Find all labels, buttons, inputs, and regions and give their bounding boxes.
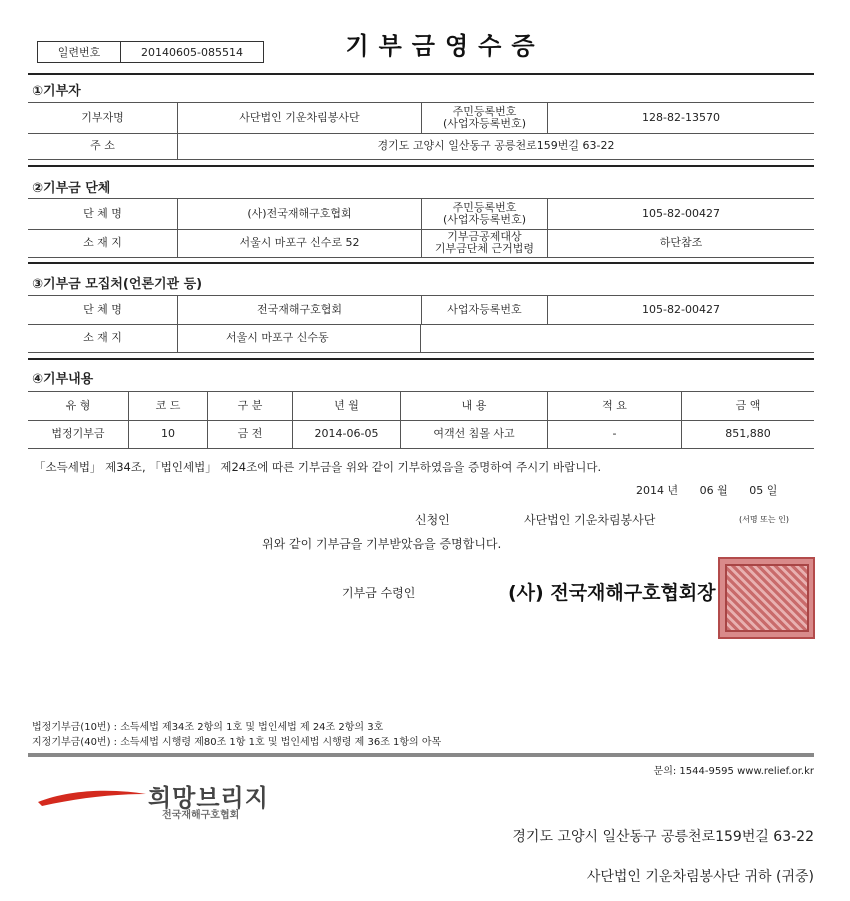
section-heading-collector: ③기부금 모집처(언론기관 등): [32, 277, 203, 292]
section-heading-organization: ②기부금 단체: [32, 181, 111, 196]
org-location-row: [28, 229, 814, 258]
donor-id-label-line2: (사업자등록번호): [443, 117, 526, 130]
org-id-label-line2: (사업자등록번호): [443, 213, 526, 226]
date-year: 2014: [636, 484, 664, 497]
divider: [28, 262, 814, 264]
collector-name-row: [28, 295, 814, 325]
header-type: 유 형: [28, 392, 129, 420]
org-id-value: 105-82-00427: [642, 207, 720, 220]
donor-address-value: 경기도 고양시 일산동구 공릉천로159번길 63-22: [377, 139, 615, 152]
org-location-label: 소 재 지: [28, 229, 178, 257]
cell-category: 금 전: [208, 420, 293, 448]
donor-id-label-line1: 주민등록번호: [452, 105, 517, 118]
header-amount: 금 액: [735, 399, 761, 412]
org-basis-label: [422, 229, 548, 257]
cell-type: 법정기부금: [28, 420, 129, 448]
logo-text: 희망브리지: [148, 784, 269, 812]
serial-number-box: [37, 41, 264, 63]
donor-address-row: [28, 133, 814, 160]
sign-note: (서명 또는 인): [739, 515, 789, 524]
date-month: 06: [699, 484, 714, 497]
collector-location-label: 소 재 지: [28, 324, 178, 352]
table-row: [28, 420, 814, 449]
org-id-label: [422, 199, 548, 229]
org-basis-label-line1: 기부금공제대상: [447, 230, 522, 243]
cell-content: 여객선 침몰 사고: [401, 420, 548, 448]
divider: [28, 753, 814, 757]
org-id-label-line1: 주민등록번호: [452, 201, 517, 214]
serial-value: 20140605-085514: [141, 45, 243, 59]
applicant-label: 신청인: [415, 513, 450, 527]
statement-text: 「소득세법」 제34조, 「법인세법」 제24조에 따른 기부금을 위와 같이 기부하였음을 증명하여 주시기 바랍니다.: [34, 460, 602, 474]
contact-info: 문의: 1544-9595 www.relief.or.kr: [653, 766, 814, 777]
collector-name-value: 전국재해구호협회: [178, 296, 422, 324]
confirmation-text: 위와 같이 기부금을 기부받았음을 증명합니다.: [262, 537, 502, 551]
document-title: 기부금영수증: [345, 32, 545, 60]
org-name-value: (사)전국재해구호협회: [178, 199, 422, 229]
contents-header-row: [28, 391, 814, 421]
collector-name-label: 단 체 명: [28, 296, 178, 324]
divider: [28, 165, 814, 167]
date-year-unit: 년: [667, 484, 679, 497]
cell-date: 2014-06-05: [293, 420, 401, 448]
donor-id-label: [422, 103, 548, 133]
org-location-value: 서울시 마포구 신수로 52: [178, 229, 422, 257]
org-basis-value: 하단참조: [659, 236, 703, 249]
footer-address: 경기도 고양시 일산동구 공릉천로159번길 63-22: [512, 829, 814, 845]
collector-location-value: 서울시 마포구 신수동: [178, 324, 421, 352]
divider: [28, 358, 814, 360]
donor-id-value: 128-82-13570: [642, 111, 720, 124]
section-heading-contents: ④기부내용: [32, 372, 94, 387]
collector-biz-label: 사업자등록번호: [422, 296, 548, 324]
applicant-value: 사단법인 기운차림봉사단: [524, 513, 656, 527]
collector-biz-value: 105-82-00427: [642, 303, 720, 316]
cell-code: 10: [129, 420, 208, 448]
donor-name-label: 기부자명: [28, 103, 178, 133]
logo-subtext: 전국재해구호협회: [162, 810, 240, 821]
donor-address-label: 주 소: [28, 133, 178, 159]
official-seal-icon: [718, 557, 815, 639]
header-code: 코 드: [129, 392, 208, 420]
header-remarks: 적 요: [548, 392, 682, 420]
serial-label: 일련번호: [38, 42, 121, 62]
header-category: 구 분: [208, 392, 293, 420]
cell-amount: 851,880: [725, 427, 771, 440]
cell-remarks: -: [548, 420, 682, 448]
collector-empty-cell: [421, 324, 814, 352]
section-heading-donor: ①기부자: [32, 84, 81, 99]
footer-recipient: 사단법인 기운차림봉사단 귀하 (귀중): [586, 869, 814, 885]
logo-swoosh-icon: [38, 788, 146, 808]
date-day: 05: [749, 484, 764, 497]
org-name-row: [28, 198, 814, 230]
date-month-unit: 월: [717, 484, 728, 497]
legal-note-2: 지정기부금(40번) : 소득세법 시행령 제80조 1항 1호 및 법인세법 시행령 제 36조 1항의 아목: [32, 737, 442, 748]
org-name-label: 단 체 명: [28, 199, 178, 229]
recipient-value: (사) 전국재해구호협회장: [508, 582, 716, 604]
recipient-label: 기부금 수령인: [342, 586, 416, 600]
legal-note-1: 법정기부금(10번) : 소득세법 제34조 2항의 1호 및 법인세법 제 24조 2항의 3호: [32, 722, 384, 733]
header-date: 년 월: [293, 392, 401, 420]
issue-date: [636, 482, 777, 498]
date-day-unit: 일: [766, 484, 778, 497]
header-content: 내 용: [401, 392, 548, 420]
collector-location-row: [28, 324, 814, 353]
donor-name-row: [28, 102, 814, 134]
divider: [28, 73, 814, 75]
org-basis-label-line2: 기부금단체 근거법령: [434, 242, 535, 255]
donor-name-value: 사단법인 기운차림봉사단: [178, 103, 422, 133]
